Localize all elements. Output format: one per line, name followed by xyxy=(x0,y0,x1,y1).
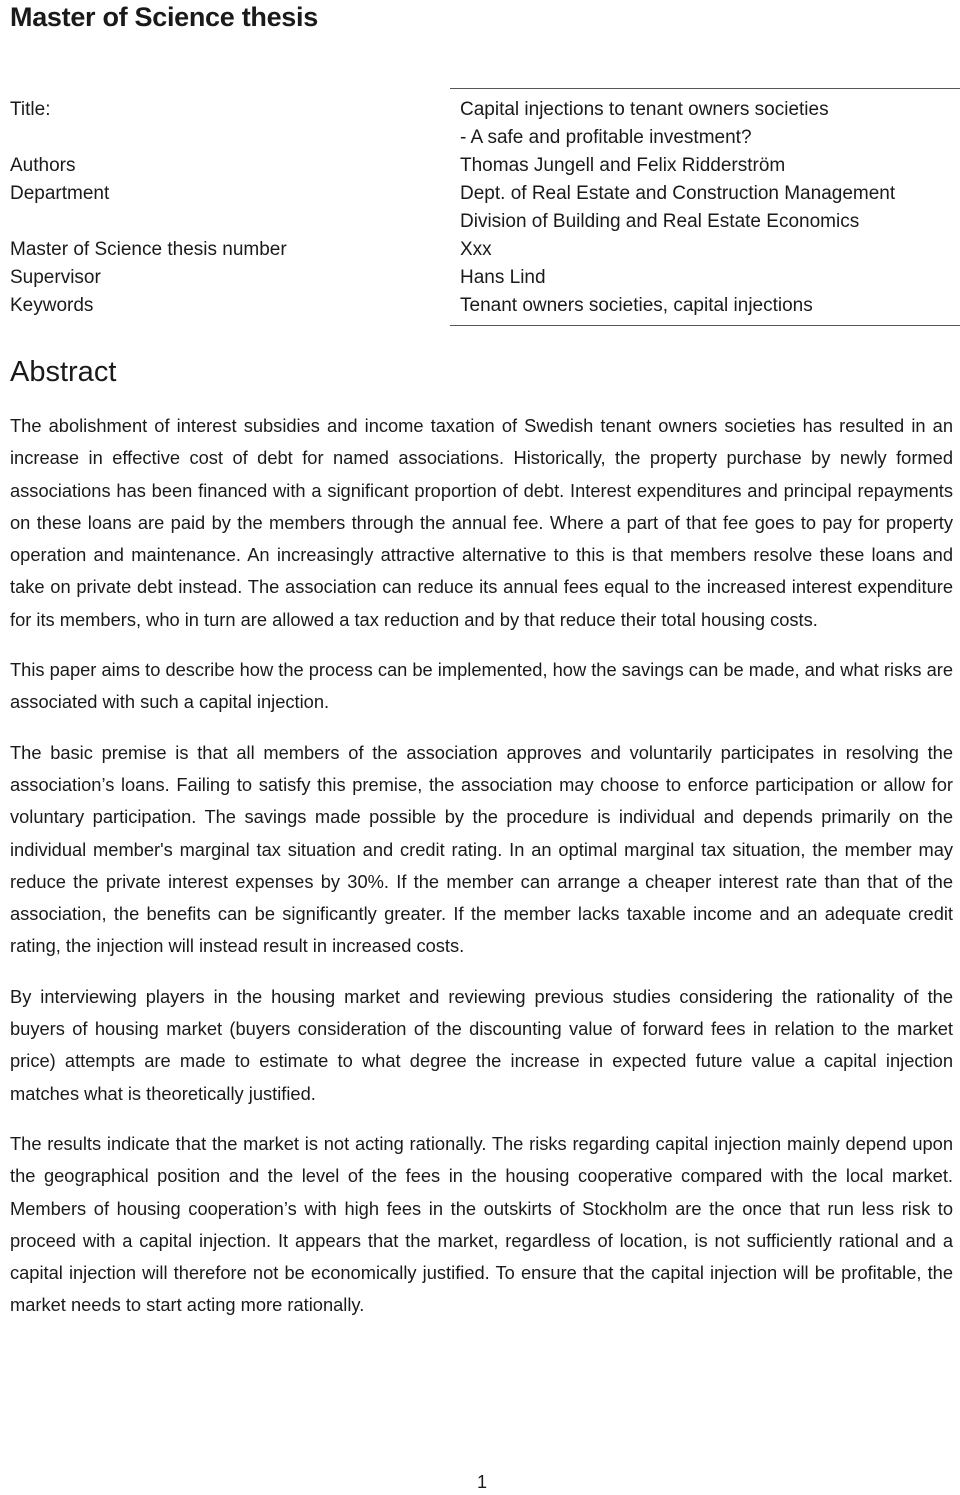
abstract-body xyxy=(10,410,953,1340)
division-value: Division of Building and Real Estate Economics xyxy=(460,211,860,232)
abstract-paragraph: The basic premise is that all members of the association approves and voluntarily participates in resolving the association’s loans. Failing to satisfy this premise, the association may choose to enforce participation or allow for voluntary participation. The savings made possible by the procedure is individual and depends primarily on the individual member's marginal tax situation and credit rating. In an optimal marginal tax situation, the member may reduce the private interest expenses by 30%. If the member can arrange a cheaper interest rate than that of the association, the benefits can be significantly greater. If the member lacks taxable income and an adequate credit rating, the injection will instead result in increased costs. xyxy=(10,741,953,957)
table-bottom-rule xyxy=(450,325,960,326)
page-title: Master of Science thesis xyxy=(10,2,318,32)
title-value: Capital injections to tenant owners societies xyxy=(460,99,829,120)
table-top-rule xyxy=(450,88,960,89)
thesis-number-value: Xxx xyxy=(460,239,492,260)
keywords-label: Keywords xyxy=(10,295,94,316)
thesis-number-label: Master of Science thesis number xyxy=(10,239,287,260)
abstract-paragraph: The abolishment of interest subsidies and income taxation of Swedish tenant owners societies has resulted in an increase in effective cost of debt for named associations. Historically, the property purchase by newly formed associations has been financed with a significant proportion of debt. Interest expenditures and principal repayments on these loans are paid by the members through the annual fee. Where a part of that fee goes to pay for property operation and maintenance. An increasingly attractive alternative to this is that members resolve these loans and take on private debt instead. The association can reduce its annual fees equal to the increased interest expenditure for its members, who in turn are allowed a tax reduction and by that reduce their total housing costs. xyxy=(10,415,953,630)
abstract-paragraph: This paper aims to describe how the process can be implemented, how the savings can be made, and what risks are associated with such a capital injection. xyxy=(10,659,953,713)
department-label: Department xyxy=(10,183,110,204)
abstract-heading: Abstract xyxy=(10,356,117,388)
abstract-paragraph: By interviewing players in the housing market and reviewing previous studies considering the rationality of the buyers of housing market (buyers consideration of the discounting value of forward fees in relation to the market price) attempts are made to estimate to what degree the increase in expected future value a capital injection matches what is theoretically justified. xyxy=(10,985,953,1104)
department-value: Dept. of Real Estate and Construction Management xyxy=(460,183,896,204)
thesis-metadata-table xyxy=(0,88,960,326)
supervisor-label: Supervisor xyxy=(10,267,101,288)
keywords-value: Tenant owners societies, capital injections xyxy=(460,295,813,316)
page-number: 1 xyxy=(476,1472,487,1492)
title-value-subtitle: - A safe and profitable investment? xyxy=(460,127,752,148)
authors-value: Thomas Jungell and Felix Ridderström xyxy=(460,155,786,176)
abstract-paragraph: The results indicate that the market is not acting rationally. The risks regarding capital injection mainly depend upon the geographical position and the level of the fees in the housing cooperative compared with the local market. Members of housing cooperation’s with high fees in the outskirts of Stockholm are the once that run less risk to proceed with a capital injection. It appears that the market, regardless of location, is not sufficiently rational and a capital injection will therefore not be economically justified. To ensure that the capital injection will be profitable, the market needs to start acting more rationally. xyxy=(10,1132,953,1316)
authors-label: Authors xyxy=(10,155,76,176)
supervisor-value: Hans Lind xyxy=(460,267,546,288)
title-label: Title: xyxy=(10,99,51,120)
